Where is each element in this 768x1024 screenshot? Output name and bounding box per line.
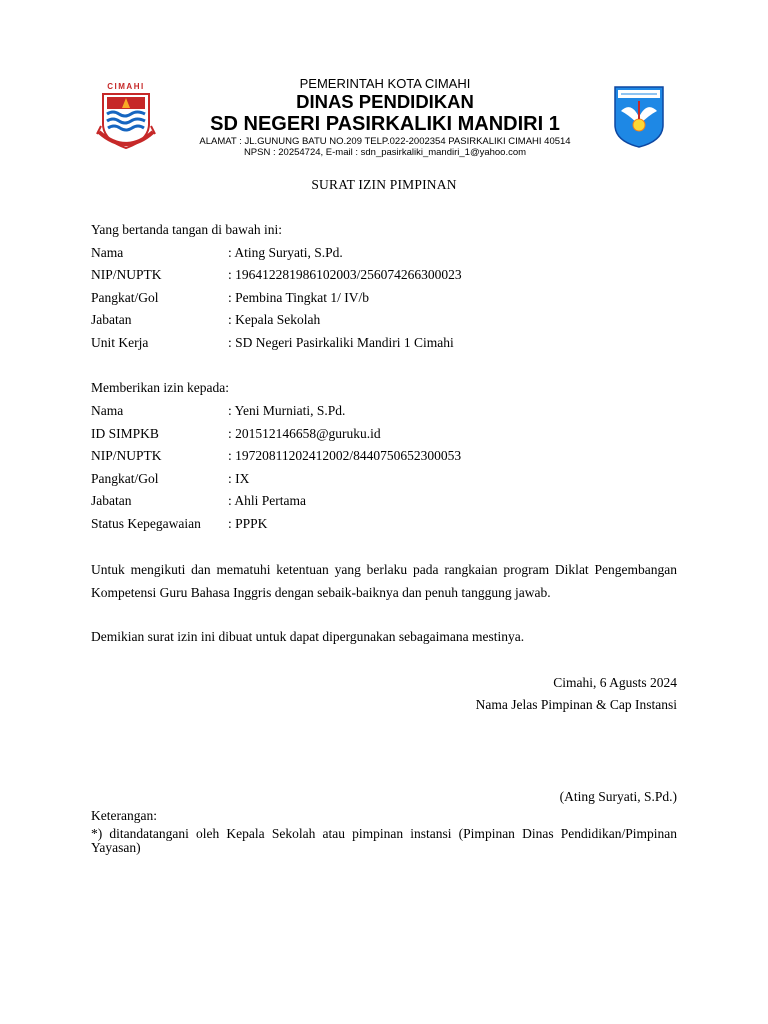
field-value: : 201512146658@guruku.id (228, 426, 381, 441)
signatory-name: (Ating Suryati, S.Pd.) (559, 789, 677, 804)
field-label: Nama (91, 245, 124, 260)
field-value: : Pembina Tingkat 1/ IV/b (228, 290, 370, 305)
field-label: ID SIMPKB (91, 426, 159, 441)
grantee-row (91, 515, 267, 533)
school-shield-icon (613, 85, 665, 149)
department-name: DINAS PENDIDIKAN (296, 91, 474, 112)
field-label: Nama (91, 403, 124, 418)
purpose-paragraph: Untuk mengikuti dan mematuhi ketentuan yang berlaku pada rangkaian program Diklat Pengembangan Kompetensi Guru Bahasa Inggris dengan sebaik-baiknya dan penuh tanggung jawab. (91, 562, 677, 600)
place-date: Cimahi, 6 Agusts 2024 (553, 675, 677, 690)
field-label: Pangkat/Gol (91, 471, 159, 486)
cimahi-emblem-logo (95, 82, 157, 154)
grantee-row (91, 402, 345, 420)
grantor-row (91, 289, 369, 307)
closing-sentence: Demikian surat izin ini dibuat untuk dapat dipergunakan sebagaimana mestinya. (91, 629, 525, 644)
grantor-row (91, 266, 462, 284)
field-label: NIP/NUPTK (91, 267, 162, 282)
grantee-intro: Memberikan izin kepada: (91, 380, 229, 395)
letterhead (170, 76, 600, 158)
school-address: ALAMAT : JL.GUNUNG BATU NO.209 TELP.022-2002354 PASIRKALIKI CIMAHI 40514 (199, 136, 571, 147)
cimahi-shield-icon (95, 82, 157, 154)
field-value: : Yeni Murniati, S.Pd. (228, 403, 346, 418)
grantor-intro: Yang bertanda tangan di bawah ini: (91, 222, 282, 237)
school-name: SD NEGERI PASIRKALIKI MANDIRI 1 (210, 113, 560, 135)
field-value: : Ating Suryati, S.Pd. (228, 245, 343, 260)
field-label: Pangkat/Gol (91, 290, 159, 305)
field-label: NIP/NUPTK (91, 448, 162, 463)
field-label: Jabatan (91, 493, 132, 508)
field-value: : 196412281986102003/256074266300023 (228, 267, 462, 282)
government-name: PEMERINTAH KOTA CIMAHI (299, 76, 471, 91)
grantee-row (91, 425, 381, 443)
cimahi-logo-text: CIMAHI (107, 82, 145, 91)
letter-title: SURAT IZIN PIMPINAN (311, 177, 457, 192)
field-value: : SD Negeri Pasirkaliki Mandiri 1 Cimahi (228, 335, 454, 350)
field-value: : Ahli Pertama (228, 493, 306, 508)
grantor-row (91, 244, 343, 262)
field-label: Status Kepegawaian (91, 516, 201, 531)
school-emblem-logo (613, 85, 665, 149)
field-value: : PPPK (228, 516, 268, 531)
grantee-row (91, 447, 461, 465)
field-value: : IX (228, 471, 250, 486)
field-value: : 19720811202412002/8440750652300053 (228, 448, 462, 463)
field-label: Jabatan (91, 312, 132, 327)
note-heading: Keterangan: (91, 808, 157, 823)
school-npsn-email: NPSN : 20254724, E-mail : sdn_pasirkaliki_mandiri_1@yahoo.com (243, 147, 527, 158)
grantor-row (91, 311, 320, 329)
grantor-row (91, 334, 454, 352)
field-label: Unit Kerja (91, 335, 149, 350)
grantee-row (91, 492, 306, 510)
note-text: *) ditandatangani oleh Kepala Sekolah atau pimpinan instansi (Pimpinan Dinas Pendidikan/Pimpinan Yayasan) (91, 826, 677, 855)
field-value: : Kepala Sekolah (228, 312, 321, 327)
grantee-row (91, 470, 249, 488)
signature-instruction: Nama Jelas Pimpinan & Cap Instansi (475, 697, 677, 712)
